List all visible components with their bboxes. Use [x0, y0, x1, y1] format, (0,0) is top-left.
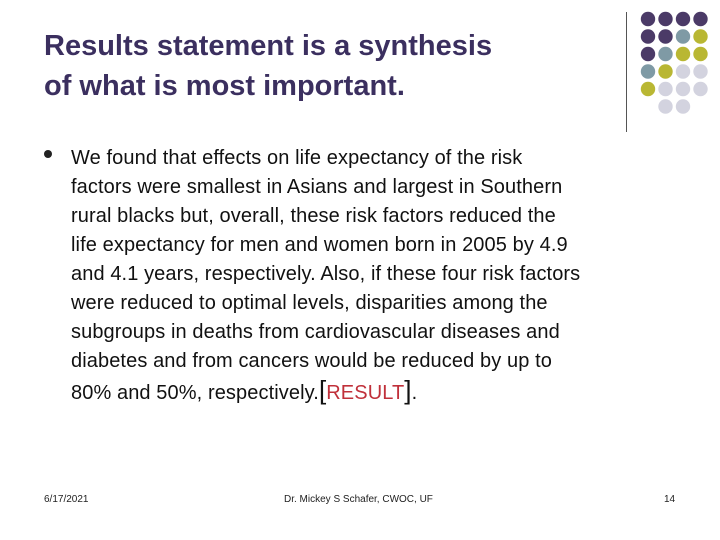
- decorative-dot: [641, 64, 655, 78]
- decorative-dot: [676, 29, 690, 43]
- body-line-3: rural blacks but, overall, these risk factors reduced the: [71, 205, 556, 227]
- decorative-dot: [676, 47, 690, 61]
- open-bracket: [: [318, 375, 327, 405]
- body-last-text: 80% and 50%, respectively.: [71, 382, 319, 404]
- bullet-dot-icon: [44, 150, 52, 158]
- title-line-1: Results statement is a synthesis: [44, 30, 493, 62]
- trailing-period: .: [411, 382, 418, 404]
- decorative-dot: [658, 47, 672, 61]
- decorative-dot: [658, 99, 672, 113]
- decorative-dot: [658, 82, 672, 96]
- decorative-dot: [693, 47, 707, 61]
- close-bracket: ]: [404, 375, 412, 405]
- decorative-dot-grid: [0, 0, 720, 140]
- result-tag: RESULT: [326, 382, 405, 404]
- body-line-5: and 4.1 years, respectively. Also, if these four risk factors: [71, 263, 581, 285]
- body-line-6: were reduced to optimal levels, disparities among the: [71, 292, 548, 314]
- decorative-dot: [641, 47, 655, 61]
- body-line-7: subgroups in deaths from cardiovascular diseases and: [71, 321, 560, 343]
- body-line-9: [71, 376, 691, 408]
- decorative-dot: [658, 29, 672, 43]
- decorative-dot: [641, 29, 655, 43]
- footer-page-number: 14: [664, 494, 676, 505]
- body-line-1: We found that effects on life expectancy of the risk: [71, 147, 523, 169]
- decorative-dot: [676, 64, 690, 78]
- body-line-2: factors were smallest in Asians and largest in Southern: [71, 176, 563, 198]
- decorative-dot: [676, 12, 690, 26]
- decorative-dot: [693, 64, 707, 78]
- bullet-text: [71, 144, 691, 408]
- decorative-dot: [658, 12, 672, 26]
- body-line-8: diabetes and from cancers would be reduced by up to: [71, 350, 552, 372]
- decorative-dot: [676, 82, 690, 96]
- title-line-2: of what is most important.: [44, 70, 405, 102]
- decorative-dot: [693, 29, 707, 43]
- footer-author: Dr. Mickey S Schafer, CWOC, UF: [284, 494, 433, 505]
- decorative-dot: [693, 12, 707, 26]
- decorative-dot: [658, 64, 672, 78]
- body-line-4: life expectancy for men and women born in 2005 by 4.9: [71, 234, 568, 256]
- decorative-dot: [676, 99, 690, 113]
- decorative-dot: [693, 82, 707, 96]
- decorative-dot: [641, 82, 655, 96]
- decorative-dot: [641, 12, 655, 26]
- footer-date: 6/17/2021: [44, 494, 89, 505]
